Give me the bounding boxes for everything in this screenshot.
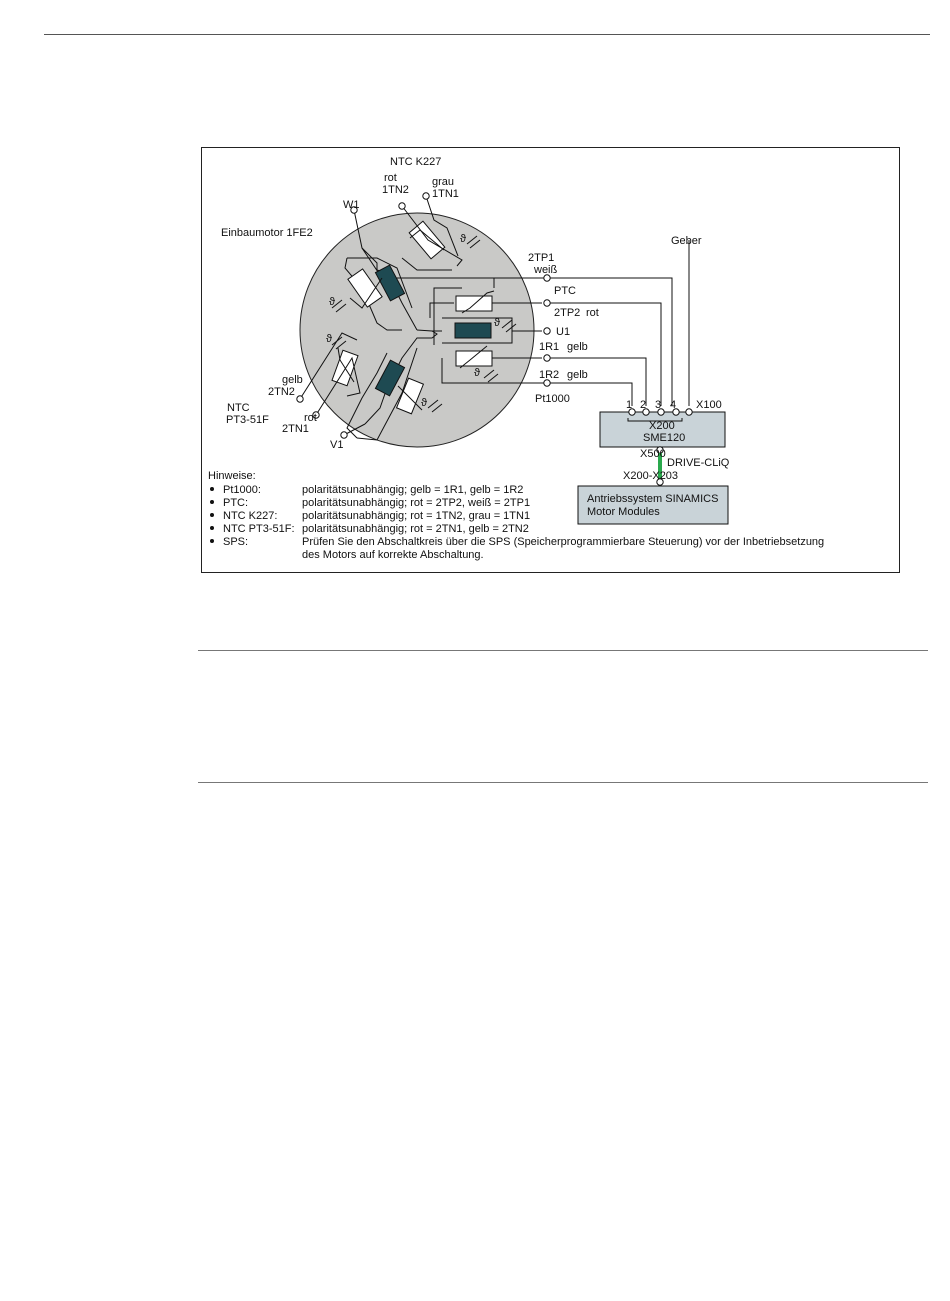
sinamics-box	[578, 486, 728, 524]
pt1000-1r2: 1R2	[539, 369, 560, 381]
ptc-2tp1: 2TP1	[528, 252, 555, 264]
ntc-k227-1tn1: 1TN1	[432, 188, 459, 200]
ntc-pt3-gelb: gelb	[282, 374, 303, 386]
note-key: PTC:	[223, 497, 249, 509]
drive-cliq-label: DRIVE-CLiQ	[667, 457, 730, 469]
ptc-resistor	[456, 296, 492, 311]
note-text: Prüfen Sie den Abschaltkreis über die SPS (Speicherprogrammierbare Steuerung) vor der Inbetriebsetzung	[302, 536, 825, 548]
pt1000-resistor	[456, 351, 492, 366]
wiring-diagram-figure	[201, 147, 900, 573]
pt1000-1r1: 1R1	[539, 341, 560, 353]
label-w1: W1	[343, 199, 360, 211]
ntc-k227-1tn2: 1TN2	[382, 184, 409, 196]
ptc-2tp2: 2TP2	[554, 307, 581, 319]
note-text: polaritätsunabhängig; rot = 1TN2, grau = 1TN1	[302, 510, 531, 522]
pin-4: 4	[670, 399, 677, 411]
drive-cliq-port: X200-X203	[623, 470, 679, 482]
pin-1: 1	[626, 399, 633, 411]
notes-heading: Hinweise:	[208, 470, 256, 482]
wiring-diagram	[202, 148, 901, 574]
note-text: des Motors auf korrekte Abschaltung.	[302, 549, 484, 561]
svg-text:ϑ: ϑ	[474, 367, 481, 379]
note-key: NTC PT3-51F:	[223, 523, 295, 535]
ptc-title: PTC	[554, 285, 576, 297]
section-rule-top	[198, 650, 928, 651]
section-rule-bottom	[198, 782, 928, 783]
label-u1: U1	[556, 326, 571, 338]
ntc-pt3-rot: rot	[304, 412, 317, 424]
note-text: polaritätsunabhängig; rot = 2TP2, weiß = 2TP1	[302, 497, 531, 509]
sme-x500: X500	[640, 448, 666, 460]
ntc-k227-rot: rot	[384, 172, 397, 184]
top-rule	[44, 34, 930, 35]
note-key: NTC K227:	[223, 510, 278, 522]
pin-3: 3	[655, 399, 662, 411]
pt1000-gelb2: gelb	[567, 369, 588, 381]
note-text: polaritätsunabhängig; gelb = 1R1, gelb = 1R2	[302, 484, 524, 496]
note-key: SPS:	[223, 536, 249, 548]
ntc-k227-grau: grau	[432, 176, 455, 188]
svg-text:ϑ: ϑ	[494, 317, 501, 329]
pin-2: 2	[640, 399, 647, 411]
ntc-pt3-title1: NTC	[227, 402, 250, 414]
sme-x200: X200	[649, 420, 675, 432]
note-key: Pt1000:	[223, 484, 261, 496]
sme-x100: X100	[696, 399, 722, 411]
note-text: polaritätsunabhängig; rot = 2TN1, gelb = 2TN2	[302, 523, 529, 535]
svg-text:ϑ: ϑ	[460, 233, 467, 245]
pt1000-title: Pt1000	[535, 393, 570, 405]
svg-text:ϑ: ϑ	[421, 397, 428, 409]
ntc-pt3-title2: PT3-51F	[226, 414, 269, 426]
ptc-weiss: weiß	[534, 264, 558, 276]
sme-name: SME120	[643, 432, 686, 444]
label-v1: V1	[330, 439, 344, 451]
ptc-rot: rot	[586, 307, 599, 319]
pt1000-gelb1: gelb	[567, 341, 588, 353]
svg-text:ϑ: ϑ	[326, 333, 333, 345]
sinamics-line1: Antriebssystem SINAMICS	[587, 493, 719, 505]
motor-title: Einbaumotor 1FE2	[221, 227, 313, 239]
winding-u	[455, 323, 491, 338]
encoder-label: Geber	[671, 235, 702, 247]
ntc-pt3-2tn2: 2TN2	[268, 386, 295, 398]
ntc-k227-title: NTC K227	[390, 156, 442, 168]
ntc-pt3-2tn1: 2TN1	[282, 423, 309, 435]
sensor-wiring	[550, 240, 689, 406]
notes-list	[210, 484, 824, 561]
svg-text:ϑ: ϑ	[329, 296, 336, 308]
sinamics-line2: Motor Modules	[587, 506, 660, 518]
